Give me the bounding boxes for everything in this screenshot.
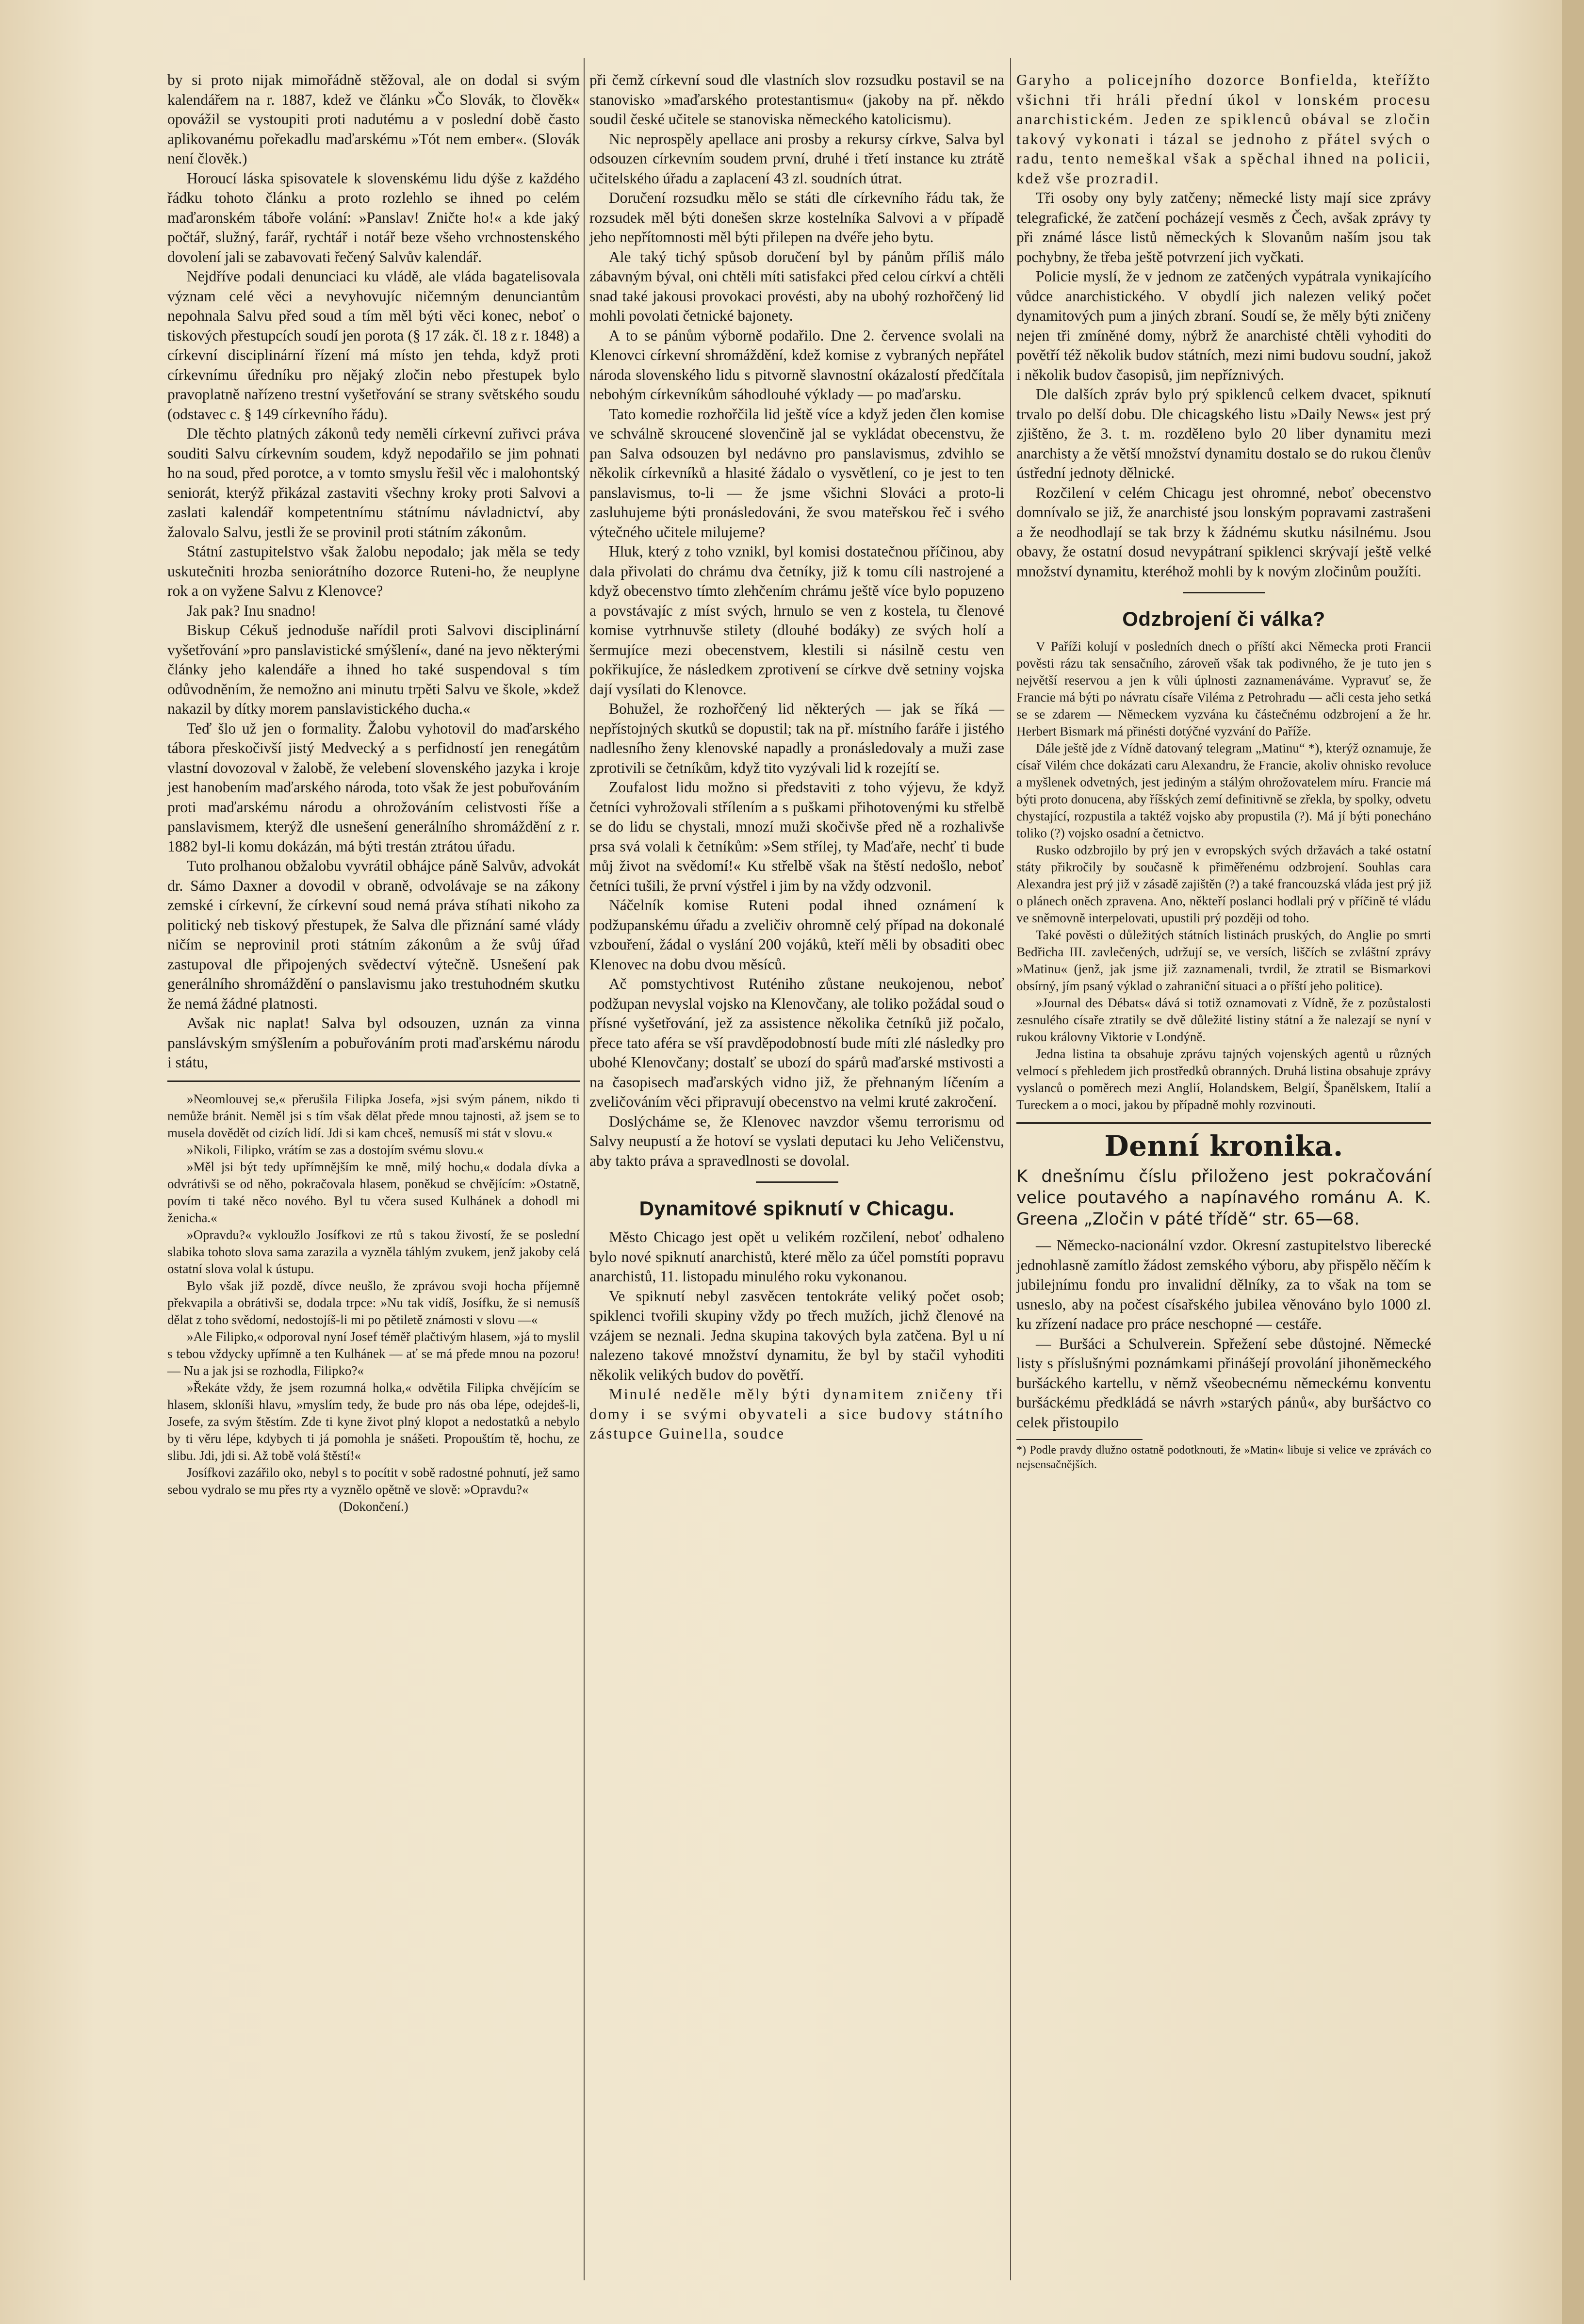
story-paragraph: »Neomlouvej se,« přerušila Filipka Josefa, »jsi svým pánem, nikdo ti nemůže bránit. Neměl jsi s tím však dělat přede mnou tajnosti, až jsem se to musela dovědět od cizích lidí. Jdi si kam chceš, nemusíš mi stát v slovu.« [167, 1091, 580, 1140]
paragraph: — Buršáci a Schulverein. Spřežení sebe důstojné. Německé listy s příslušnými poznámkami přinášejí provolání jihoněmeckého buršáckého kartellu, v němž všeobecnému německému konventu buršáckému předkládá se návrh »starých pánů«, aby buršáctvo co celek přistoupilo [1016, 1335, 1431, 1431]
paragraph: Nejdříve podali denunciaci ku vládě, ale vláda bagatelisovala význam celé věci a nevyhovujíc ničemným denunciantům nepohnala Salvu před soud a tím měl býti věci konec, neboť o tiskových přestupcích soudí jen porota (§ 17 zák. čl. 18 z r. 1848) a církevní disciplinární řízení má místo jen tehda, když proti církevnímu úředníku pro nějaký zločin nebo přestupek bylo pravoplatně nařízeno trestní vyšetřování se strany světského soudu (odstavec c. § 149 církevního řádu). [167, 268, 580, 423]
column-rule [584, 58, 585, 2280]
story-continued: (Dokončení.) [339, 1499, 408, 1514]
story-paragraph: Josífkovi zazářilo oko, nebyl s to pocítit v sobě radostné pohnutí, jež samo sebou vydralo se mu přes rty a vyznělo opětně ve slově: »Opravdu?« [167, 1465, 580, 1497]
paragraph: by si proto nijak mimořádně stěžoval, ale on dodal si svým kalendářem na r. 1887, kdež ve článku »Čo Slovák, to člověk« opovážil se vystoupiti proti nadutému a v poslední době často aplikovanému pořekadlu maďarskému »Tót nem ember«. (Slovák není člověk.) [167, 71, 580, 167]
article-divider [756, 1181, 838, 1183]
paragraph: Bohužel, že rozhořčený lid některých — jak se říká — nepřístojných skutků se dopustil; tak na př. místního faráře i jistého nadlesního ženy klenovské napadly a pronásledovaly a muži zase zprotivili se četníkům, když tito vyzývali lid k rozejítí se. [589, 700, 1004, 776]
paragraph: Teď šlo už jen o formality. Žalobu vyhotovil do maďarského tábora přeskočivší jistý Medvecký a s perfidností jen renegátům vlastní dovozoval v žalobě, že velebení slovenského jazyka i kroje jest hanobením maďarského národa, toto však že jest pobuřováním proti maďarskému národu a ohrožováním celistvosti říše a panslavismem, kterýž dle usnešení generálního shromáždění z r. 1882 byl-li komu dokázán, má býti trestán ztrátou úřadu. [167, 720, 580, 855]
paragraph: Náčelník komise Ruteni podal ihned oznámení k podžupanskému úřadu a zveličiv ohromně celý případ na dokonalé vzbouření, žádal o vyslání 200 vojáků, kteří měli by obsaditi obec Klenovec na dobu dvou měsíců. [589, 897, 1004, 973]
paragraph: Tato komedie rozhořčila lid ještě více a když jeden člen komise ve schválně skroucené slovenčině jal se vykládat obecenstvu, že pan Salva odsouzen byl nedávno pro panslavismus, zdvihlo se několik církevníků a hlasité žádalo o vysvětlení, co je jest to ten panslavismus, to-li — že jsme všichni Slováci a proto-li zasluhujeme býti pronásledováni, že svou mateřskou řeč i svého výtečného učitele milujeme? [589, 405, 1004, 540]
column-1 [167, 70, 580, 1515]
paragraph: Jak pak? Inu snadno! [187, 602, 316, 619]
paragraph: Minulé neděle měly býti dynamitem zničeny tři domy i se svými obyvateli a sice budovy státního zástupce Guinella, soudce [589, 1386, 1004, 1442]
footnote-rule [1016, 1439, 1143, 1440]
paragraph: Rusko odzbrojilo by prý jen v evropských svých državách a také ostatní státy přikročily by současně k přiměřenému odzbrojení. Souhlas cara Alexandra jest prý již v zásadě zajištěn (?) a také francouzská vláda jest prý již o plánech oněch zpravena. Ano, někteří poslanci hodlali prý v příčině té vládu ve sněmovně interpelovati, upustili prý později od toho. [1016, 843, 1431, 925]
paragraph: Policie myslí, že v jednom ze zatčených vypátrala vynikajícího vůdce anarchistického. V obydlí jich nalezen veliký počet dynamitových pum a jiných zbraní. Soudí se, že měly býti zničeny nejen tři zmíněné domy, nýbrž že anarchisté chtěli vyhoditi do povětří též několik budov státních, mezi nimi budovu soudní, jakož i několik budov časopisů, jim nepříznivých. [1016, 268, 1431, 383]
paragraph: »Journal des Débats« dává si totiž oznamovati z Vídně, že z pozůstalosti zesnulého císaře ztratily se dvě důležité listiny státní a že nalezají se nyní v rukou královny Viktorie v Londýně. [1016, 996, 1431, 1044]
paragraph: Doručení rozsudku mělo se státi dle církevního řádu tak, že rozsudek měl býti donešen skrze kostelníka Salvovi a v případě jeho nepřítomnosti měl býti přilepen na dvéře jeho bytu. [589, 189, 1004, 245]
paragraph: Město Chicago jest opět u velikém rozčilení, neboť odhaleno bylo nové spiknutí anarchistů, které mělo za účel pomstíti popravu anarchistů, 11. listopadu minulého roku vykonanou. [589, 1228, 1004, 1285]
footnote: *) Podle pravdy dlužno ostatně podotknouti, že »Matin« libuje si velice ve zprávách co nejsensačnějších. [1016, 1444, 1431, 1471]
paragraph: Zoufalost lidu možno si představiti z toho výjevu, že když četníci vyhrožovali střílením a s puškami přihotovenými ku střelbě se do lidu se chystali, mnozí muži skočivše před ně a rozhalivše prsa svá volali k četníkům: »Sem střílej, ty Maďaře, nechť ti bude můj život na svědomí!« Ku střelbě však na štěstí nedošlo, neboť četníci tušili, že první výstřel i jim by na vždy odzvonil. [589, 779, 1004, 894]
paragraph: A to se pánům výborně podařilo. Dne 2. července svolali na Klenovci církevní shromáždění, kdež komise z vybraných nepřátel národa slovenského lidu s pitvorně slavnostní okázalostí předčítala nebohým církevníkům sáhodlouhé výklady — po maďarsku. [589, 327, 1004, 403]
paragraph: Také pověsti o důležitých státních listinách pruských, do Anglie po smrti Bedřicha III. zavlečených, udržují se, ve versích, liščích se zvláštní zprávy »Matinu« (jenž, jak jsme již zaznamenali, tvrdil, že ztratil se Bismarkovi obsírný, jím psaný výklad o zahraniční situaci a o příští jeho politice). [1016, 928, 1431, 993]
paragraph: — Německo-nacionální vzdor. Okresní zastupitelstvo liberecké jednohlasně zamítlo žádost zemského výboru, aby přispělo něčím k jubilejnímu fondu pro invalidní dělníky, za to však na tom se usneslo, aby na počest císařského jubilea věnováno bylo 1000 zl. ku zřízení nadace pro práce neschopné — cestáře. [1016, 1237, 1431, 1332]
paragraph: Tři osoby ony byly zatčeny; německé listy mají sice zprávy telegrafické, že zatčení pocházejí vesměs z Čech, avšak zprávy ty při známé lásce listů německých k Slovanům naším jsou tak pochybny, že třeba ještě potvrzení jich vyčkati. [1016, 189, 1431, 265]
story-paragraph: »Ale Filipko,« odporoval nyní Josef téměř plačtivým hlasem, »já to myslil s tebou vždycky upřímně a ten Kulhánek — ať se má přede mnou na pozoru! — Nu a jak jsi se rozhodla, Filipko?« [167, 1329, 580, 1378]
paragraph: Garyho a policejního dozorce Bonfielda, kteřížto všichni tři hráli přední úkol v lonském procesu anarchistickém. Jeden ze spiklenců obával se zločin takový vykonati i tázal se jednoho z přátel svých o radu, tento nemeškal však a spěchal ihned na policii, kdež vše prozradil. [1016, 71, 1431, 187]
paragraph: Ač pomstychtivost Ruténiho zůstane neukojenou, neboť podžupan nevyslal vojsko na Klenovčany, ale toliko požádal soud o přísné vyšetřování, jež za assistence několika četníků již počalo, přece tato aféra se vší pravděpodobností bude míti zlé následky pro ubohé Klenovčany; dostalť se ubozí do spárů maďarské mstivosti a na časopisech maďarských vidno již, že přehnaným líčením a zveličováním věci připravují obecenstvo na velmi kruté zakročení. [589, 975, 1004, 1110]
paragraph: Tuto prolhanou obžalobu vyvrátil obhájce páně Salvův, advokát dr. Sámo Daxner a dovodil v obraně, odvolávaje se na zákony zemské i církevní, že církevní soud nemá práva stíhati nikoho za politický neb tiskový přestupek, že Salva dle přiznání samé vlády ničím se neprovinil proti státním zákonům a že svůj úřad zastupoval dle připojených svědectví výtečně. Usnešení pak generálního shromáždění o panslavismu jako trestuhodném skutku že nemá žádné platnosti. [167, 857, 580, 1012]
paragraph: Rozčilení v celém Chicagu jest ohromné, neboť obecenstvo domnívalo se již, že anarchisté jsou lonským popravami zastrašeni a že neodhodlají se tak brzy k žádnému skutku násilnému. Jsou obavy, že ostatní dosud nevypátraní spiklenci skrývají ještě velké množství dynamitu, kteréhož mohli by k novým zločinům použíti. [1016, 484, 1431, 580]
column-rule [1010, 58, 1011, 2280]
column-3 [1016, 70, 1431, 1472]
story-paragraph: »Nikoli, Filipko, vrátím se zas a dostojím svému slovu.« [187, 1142, 484, 1157]
paragraph: Dle dalších zpráv bylo prý spiklenců celkem dvacet, spiknutí trvalo po delší dobu. Dle chicagského listu »Daily News« jest prý zjištěno, že 3. t. m. rozděleno bylo 20 liber dynamitu mezi anarchisty a že větší množství dynamitu dostalo se do rukou členův ústřední jednoty dělnické. [1016, 386, 1431, 481]
paragraph: Hluk, který z toho vznikl, byl komisi dostatečnou příčinou, aby dala přivolati do chrámu dva četníky, již k tomu cíli nastrojené a když obecenstvo tímto zlehčením chrámu ještě více bylo popuzeno a povstávajíc z míst svých, hrnulo se ven z kostela, tu členové komise vytrhnuvše stilety (dlouhé bodáky) ze svých holí a šermujíce mezi obecenstvem, klestili si násilně cestu ven pokřikujíce, že následkem zprotivení se církve dvě setniny vojska dají vysílati do Klenovce. [589, 543, 1004, 698]
story-paragraph: Bylo však již pozdě, dívce neušlo, že zprávou svoji hocha příjemně překvapila a obrátivši se, dodala trpce: »Nu tak vidíš, Josífku, že si nemusíš dělat z toho svědomí, nedostojíš-li mi po pětiletě známosti v slovu —« [167, 1278, 580, 1327]
paragraph: Jedna listina ta obsahuje zprávu tajných vojenských agentů u různých velmocí s přehledem jich prostředků obranných. Druhá listina obsahuje zprávy vyslanců o poměrech mezi Anglií, Holandskem, Belgií, Španělskem, Italií a Tureckem a o moci, jakou by případně mohly rozvinouti. [1016, 1047, 1431, 1112]
article-divider [1183, 592, 1265, 593]
feuilleton-divider [167, 1080, 580, 1082]
section-rule [1016, 1122, 1431, 1124]
paragraph: Biskup Cékuš jednoduše nařídil proti Salvovi disciplinární vyšetřování »pro panslavistické smýšlení«, dané na jevo některými články jeho kalendáře a ihned ho také suspendoval s tím odůvodněním, že nemožno ani minutu trpěti Salvu ve škole, »kdež nakazil by dítky morem panslavistického ducha.« [167, 622, 580, 717]
paragraph: Ve spiknutí nebyl zasvěcen tentokráte veliký počet osob; spiklenci tvořili skupiny vždy po třech mužích, jichž členové na vzájem se neznali. Jedna skupina takových byla zatčena. Byl u ní nalezeno takové množství dynamitu, že byl by stačil vyhoditi několik velikých budov do povětří. [589, 1287, 1004, 1383]
lead-notice: K dnešnímu číslu přiloženo jest pokračování velice poutavého a napínavého románu A. K. Greena „Zločin v páté třídě“ str. 65—68. [1016, 1167, 1431, 1229]
page-edge [1562, 0, 1584, 2324]
paragraph: Doslýcháme se, že Klenovec navzdor všemu terrorismu od Salvy neupustí a že hotoví se vyslati deputaci ku Jeho Veličenstvu, aby takto práva a spravedlnosti se dovolal. [589, 1113, 1004, 1169]
paragraph: Ale taký tichý spůsob doručení byl by pánům příliš málo zábavným býval, oni chtěli míti satisfakci před celou církví a chtěli snad také jakousi provokaci provésti, aby na ubohý rozhořčený lid mohli povolati četnické bajonety. [589, 248, 1004, 324]
paragraph: Avšak nic naplat! Salva byl odsouzen, uznán za vinna panslávským smýšlením a pobuřováním proti maďarskému národu i státu, [167, 1015, 580, 1071]
headline-disarmament: Odzbrojení či válka? [1122, 607, 1325, 630]
headline-dynamite: Dynamitové spiknutí v Chicagu. [639, 1197, 955, 1220]
paragraph: Dále ještě jde z Vídně datovaný telegram „Matinu“ *), kterýž oznamuje, že císař Vilém chce dokázati caru Alexandru, že Francie, akoliv ohnisko revoluce a myšlenek odvetných, jest jediným a stálým ohrožovatelem míru. Francie má býti proto donucena, aby říšských zemí definitivně se zřekla, by spolky, odvetu chystající, rozpustila a taktéž vojsko aby propustila (?). Má jí býti ponecháno toliko (?) vojsko osadní a četnictvo. [1016, 741, 1431, 840]
section-title-daily-chronicle: Denní kronika. [1104, 1129, 1343, 1162]
paragraph: při čemž církevní soud dle vlastních slov rozsudku postavil se na stanovisko »maďarského protestantismu« (jakoby na př. někdo soudil české učitele se stanoviska německého katolicismu). [589, 71, 1004, 128]
paragraph: Horoucí láska spisovatele k slovenskému lidu dýše z každého řádku tohoto článku a proto rozlehlo se ihned po celém maďaronském táboře volání: »Panslav! Zničte ho!« a kde jaký počtář, služný, farář, rychtář i notář beze všeho vrchnostenského dovolení jali se zabavovati řečený Salvův kalendář. [167, 169, 580, 265]
paragraph: V Paříži kolují v posledních dnech o příští akci Německa proti Francii pověsti rázu tak sensačního, zároveň však tak podivného, že je tuto jen s největší reservou a jen k vůli úplnosti zaznamenáváme. Vypravuť se, že Francie má býti po návratu císaře Viléma z Petrohradu — ačli cesta jeho setká se se zdarem — Německem vyzvána ku částečnému odzbrojení a že hr. Herbert Bismark má přinésti dotýčné vyzvání do Paříže. [1016, 639, 1431, 738]
story-paragraph: »Opravdu?« vykloužlo Josífkovi ze rtů s takou živostí, že se poslední slabika tohoto slova sama zarazila a vyzněla táhlým zvukem, jenž jakoby celá ostatní slova volal k ústupu. [167, 1227, 580, 1276]
column-2 [589, 70, 1004, 1444]
feuilleton-story [167, 1091, 580, 1515]
paragraph: Státní zastupitelstvo však žalobu nepodalo; jak měla se tedy uskutečniti hrozba seniorátního dozorce Ruteni-ho, že neuplyne rok a on vyžene Salvu z Klenovce? [167, 543, 580, 599]
paragraph: Dle těchto platných zákonů tedy neměli církevní zuřivci práva souditi Salvu církevním soudem, když nepodařilo se jim pohnati ho na soud, před porotce, a v tomto smyslu řešil věc i malohontský seniorát, kterýž přikázal zastaviti všechny kroky proti Salvovi a zaslati kalendář kompetentnímu státnímu návladnictví, aby žalovalo Salvu, jestli že se provinil proti státním zákonům. [167, 425, 580, 540]
story-paragraph: »Řekáte vždy, že jsem rozumná holka,« odvětila Filipka chvějícím se hlasem, skloníši hlavu, »myslím tedy, že bude pro nás oba lépe, odejdeš-li, Josefe, za svým štěstím. Zde ti kyne život plný klopot a nedostatků a nebylo by ti věru lépe, kdybych ti já pomohla je snášeti. Propouštím tě, hochu, ze slibu. Jdi, jdi si. Až tobě volá štěstí!« [167, 1380, 580, 1463]
story-paragraph: »Měl jsi být tedy upřímnějším ke mně, milý hochu,« dodala dívka a odvrátivši se od něho, pokračovala hlasem, poněkud se chvějícím: »Ostatně, povím ti také něco nového. Byl tu včera sused Kulhánek a dohodl mi ženicha.« [167, 1159, 580, 1225]
paragraph: Nic neprospěly apellace ani prosby a rekursy církve, Salva byl odsouzen církevním soudem první, druhé i třetí instance ku ztrátě učitelského úřadu a zaplacení 43 zl. soudních útrat. [589, 130, 1004, 187]
